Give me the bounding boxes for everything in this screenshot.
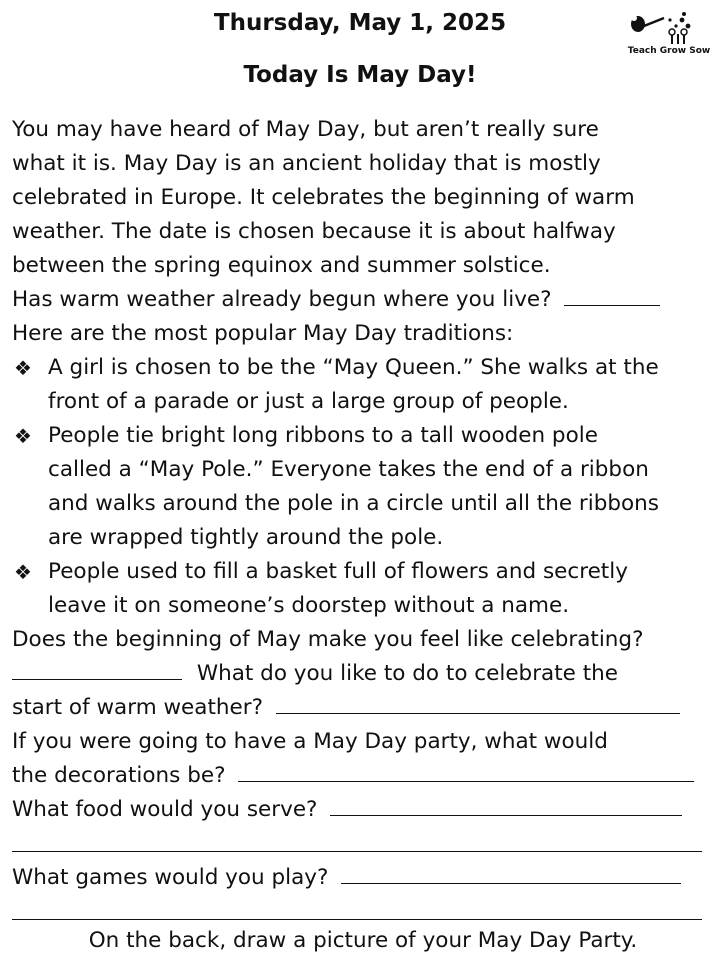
worksheet-body bbox=[12, 113, 718, 929]
intro-line: what it is. May Day is an ancient holiday that is mostly bbox=[12, 151, 601, 176]
question-text: Has warm weather already begun where you live? bbox=[12, 287, 552, 312]
intro-line: celebrated in Europe. It celebrates the beginning of warm bbox=[12, 185, 635, 210]
question-text: What food would you serve? bbox=[12, 797, 318, 822]
answer-blank[interactable] bbox=[12, 895, 702, 920]
bullet-line: front of a parade or just a large group of people. bbox=[48, 389, 569, 414]
diamond-bullet-icon: ❖ bbox=[14, 424, 32, 448]
bullet-line: leave it on someone’s doorstep without a name. bbox=[48, 593, 570, 618]
logo-text: Teach Grow Sow bbox=[627, 46, 711, 56]
question-text: start of warm weather? bbox=[12, 695, 263, 720]
question-celebrate-activities-cont bbox=[12, 691, 718, 725]
question-text: What games would you play? bbox=[12, 865, 329, 890]
bullet-line: People used to fill a basket full of flowers and secretly bbox=[48, 559, 628, 584]
answer-blank[interactable] bbox=[341, 861, 681, 884]
question-decorations: If you were going to have a May Day party, what would bbox=[12, 729, 608, 754]
question-text: the decorations be? bbox=[12, 763, 226, 788]
worksheet-date: Thursday, May 1, 2025 bbox=[213, 10, 507, 36]
bullet-item bbox=[12, 555, 718, 623]
answer-blank[interactable] bbox=[12, 827, 702, 852]
food-answer-line bbox=[12, 827, 718, 861]
bullet-line: A girl is chosen to be the “May Queen.” She walks at the bbox=[48, 355, 659, 380]
answer-blank[interactable] bbox=[12, 657, 182, 680]
answer-blank[interactable] bbox=[276, 691, 680, 714]
games-answer-line bbox=[12, 895, 718, 929]
bullet-item bbox=[12, 351, 718, 419]
diamond-bullet-icon: ❖ bbox=[14, 356, 32, 380]
intro-line: between the spring equinox and summer solstice. bbox=[12, 253, 551, 278]
bullet-line: People tie bright long ribbons to a tall wooden pole bbox=[48, 423, 598, 448]
traditions-intro: Here are the most popular May Day traditions: bbox=[12, 321, 514, 346]
answer-blank[interactable] bbox=[564, 283, 660, 306]
question-games bbox=[12, 861, 718, 895]
question-text: What do you like to do to celebrate the bbox=[196, 661, 618, 686]
closing-instruction: On the back, draw a picture of your May Day Party. bbox=[88, 928, 638, 953]
question-decorations-cont bbox=[12, 759, 718, 793]
question-food bbox=[12, 793, 718, 827]
bullet-line: called a “May Pole.” Everyone takes the end of a ribbon bbox=[48, 457, 649, 482]
question-warm-weather bbox=[12, 283, 718, 317]
question-celebrate-activities bbox=[12, 657, 718, 691]
worksheet-title: Today Is May Day! bbox=[243, 62, 477, 88]
question-celebrating: Does the beginning of May make you feel like celebrating? bbox=[12, 627, 644, 652]
answer-blank[interactable] bbox=[238, 759, 694, 782]
teach-grow-sow-logo bbox=[626, 8, 712, 60]
answer-blank[interactable] bbox=[330, 793, 682, 816]
bullet-item bbox=[12, 419, 718, 555]
intro-line: You may have heard of May Day, but aren’t really sure bbox=[12, 117, 599, 142]
bullet-line: and walks around the pole in a circle until all the ribbons bbox=[48, 491, 659, 516]
diamond-bullet-icon: ❖ bbox=[14, 560, 32, 584]
watering-can-icon bbox=[626, 8, 712, 48]
intro-line: weather. The date is chosen because it is about halfway bbox=[12, 219, 616, 244]
bullet-line: are wrapped tightly around the pole. bbox=[48, 525, 444, 550]
